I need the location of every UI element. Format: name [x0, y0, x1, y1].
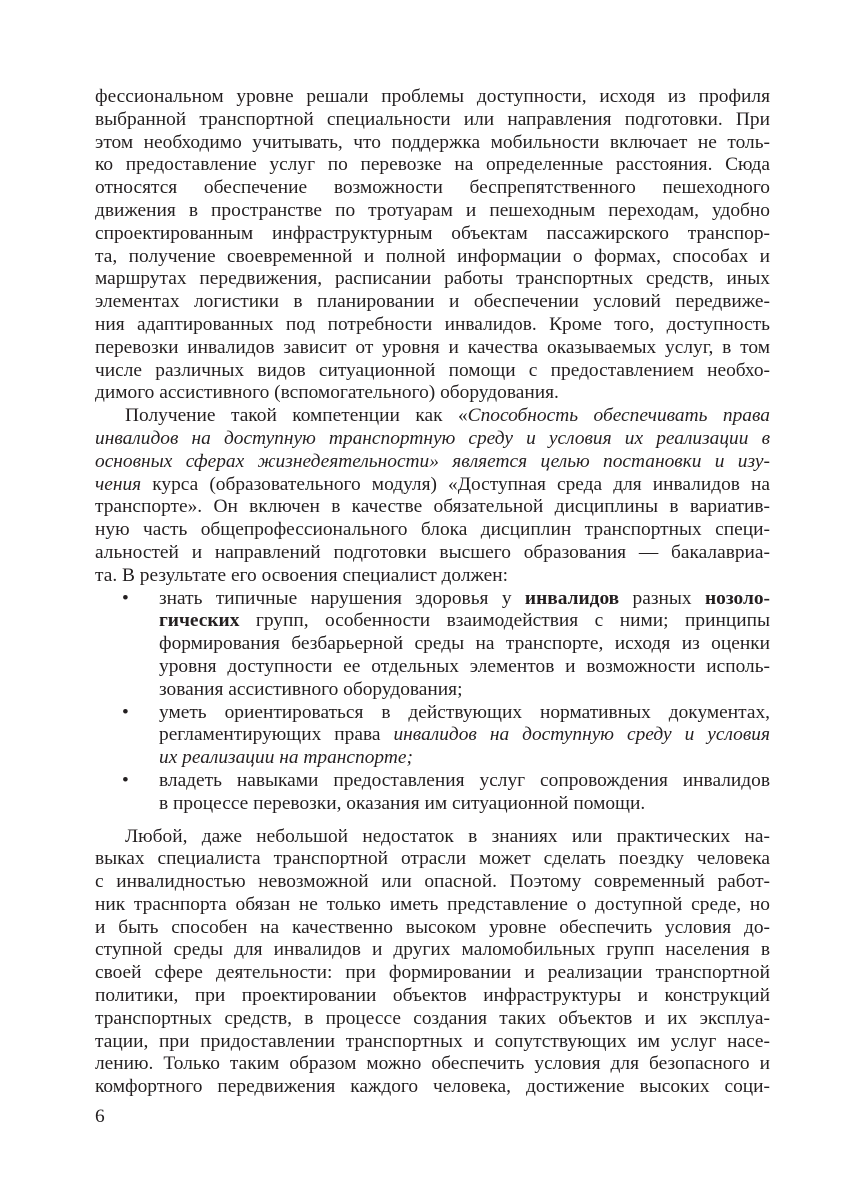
italic-run: инвалидов на доступную среду и условия	[393, 724, 770, 746]
italic-run: чения	[95, 473, 142, 495]
text-run: групп, особенности взаимодействия с ними; принципы	[239, 610, 770, 632]
text-line: их реализации на транспорте;	[159, 747, 413, 769]
list-item	[95, 770, 770, 816]
text-line	[95, 610, 770, 633]
bullet-icon: •	[122, 701, 129, 723]
text-run: разных	[619, 587, 705, 609]
text-line: политики, при проектировании объектов инфраструктуры и конструкций	[95, 985, 770, 1007]
text-line	[95, 770, 770, 793]
bold-run: инвалидов	[524, 587, 620, 609]
text-run: знать типичные нарушения здоровья у	[159, 587, 525, 609]
text-line: с инвалидностью невозможной или опасной. Поэтому современный работ-	[95, 871, 770, 893]
text-line: транспорте». Он включен в качестве обязательной дисциплины в вариатив-	[95, 496, 770, 518]
paragraph-2	[95, 405, 770, 587]
bullet-icon: •	[122, 587, 129, 609]
text-line	[95, 405, 770, 428]
italic-run: Способность обеспечивать права	[467, 405, 770, 427]
text-line: димого ассистивного (вспомогательного) оборудования.	[95, 382, 559, 404]
text-line: ную часть общепрофессионального блока дисциплин транспортных специ-	[95, 519, 770, 541]
page-body	[95, 86, 770, 1099]
paragraph-spacer	[95, 816, 770, 826]
text-line: зования ассистивного оборудования;	[159, 678, 463, 700]
text-line: основных сферах жизнедеятельности» является целью постановки и изу-	[95, 450, 770, 472]
bullet-list	[95, 588, 770, 816]
text-line	[95, 702, 770, 725]
text-line: выбранной транспортной специальности или направления подготовки. При	[95, 108, 770, 130]
text-line: фессиональном уровне решали проблемы доступности, исходя из профиля	[95, 86, 770, 107]
text-line: инвалидов на доступную транспортную среду и условия их реализации в	[95, 427, 770, 449]
text-line: перевозки инвалидов зависит от уровня и качества оказываемых услуг, в том	[95, 336, 770, 358]
text-line	[95, 724, 770, 747]
text-line	[95, 588, 770, 611]
text-line: выках специалиста транспортной отрасли может сделать поездку человека	[95, 848, 770, 870]
bold-run: нозоло-	[704, 587, 770, 609]
text-line: элементах логистики в планировании и обеспечении условий передвиже-	[95, 291, 770, 313]
page-number: 6	[95, 1106, 105, 1127]
text-line: та. В результате его освоения специалист должен:	[95, 564, 509, 586]
text-line: числе различных видов ситуационной помощи с предоставлением необхо-	[95, 359, 770, 381]
text-line: маршрутах передвижения, расписании работы транспортных средств, иных	[95, 268, 770, 290]
text-run: курса (образовательного модуля) «Доступная среда для инвалидов на	[141, 473, 770, 495]
text-line: та, получение своевременной и полной информации о формах, способах и	[95, 245, 770, 267]
text-run: Получение такой компетенции как «	[125, 405, 468, 427]
paragraph-1	[95, 86, 770, 405]
text-line: ния адаптированных под потребности инвалидов. Кроме того, доступность	[95, 313, 770, 335]
text-line: Любой, даже небольшой недостаток в знаниях или практических на-	[125, 825, 770, 847]
text-line: тации, при придоставлении транспортных и сопутствующих им услуг насе-	[95, 1030, 770, 1052]
bold-run: гических	[159, 610, 240, 632]
text-run: регламентирующих права	[159, 724, 394, 746]
text-line: этом необходимо учитывать, что поддержка мобильности включает не толь-	[95, 131, 770, 153]
text-line: альностей и направлений подготовки высшего образования — бакалавриа-	[95, 541, 770, 563]
text-line: относятся обеспечение возможности беспрепятственного пешеходного	[95, 177, 770, 199]
text-line: спроектированным инфраструктурным объектам пассажирского транспор-	[95, 222, 770, 244]
text-line: лению. Только таким образом можно обеспечить условия для безопасного и	[95, 1053, 770, 1075]
text-line: комфортного передвижения каждого человека, достижение высоких соци-	[95, 1076, 770, 1098]
text-line: своей сфере деятельности: при формировании и реализации транспортной	[95, 962, 770, 984]
text-run: уметь ориентироваться в действующих нормативных документах,	[159, 701, 770, 723]
list-item	[95, 588, 770, 702]
text-run: владеть навыками предоставления услуг сопровождения инвалидов	[159, 769, 770, 791]
text-line: ступной среды для инвалидов и других маломобильных групп населения в	[95, 939, 770, 961]
bullet-icon: •	[122, 769, 129, 791]
text-line	[95, 474, 770, 497]
text-line: формирования безбарьерной среды на транспорте, исходя из оценки	[159, 633, 770, 655]
list-item	[95, 702, 770, 770]
text-line: и быть способен на качественно высоком уровне обеспечить условия до-	[95, 916, 770, 938]
text-line: движения в пространстве по тротуарам и пешеходным переходам, удобно	[95, 199, 770, 221]
text-line: ник траснпорта обязан не только иметь представление о доступной среде, но	[95, 893, 770, 915]
paragraph-3	[95, 826, 770, 1100]
text-line: в процессе перевозки, оказания им ситуационной помощи.	[159, 792, 646, 814]
text-line: уровня доступности ее отдельных элементов и возможности исполь-	[159, 655, 770, 677]
text-line: транспортных средств, в процессе создания таких объектов и их эксплуа-	[95, 1007, 770, 1029]
text-line: ко предоставление услуг по перевозке на определенные расстояния. Сюда	[95, 154, 770, 176]
